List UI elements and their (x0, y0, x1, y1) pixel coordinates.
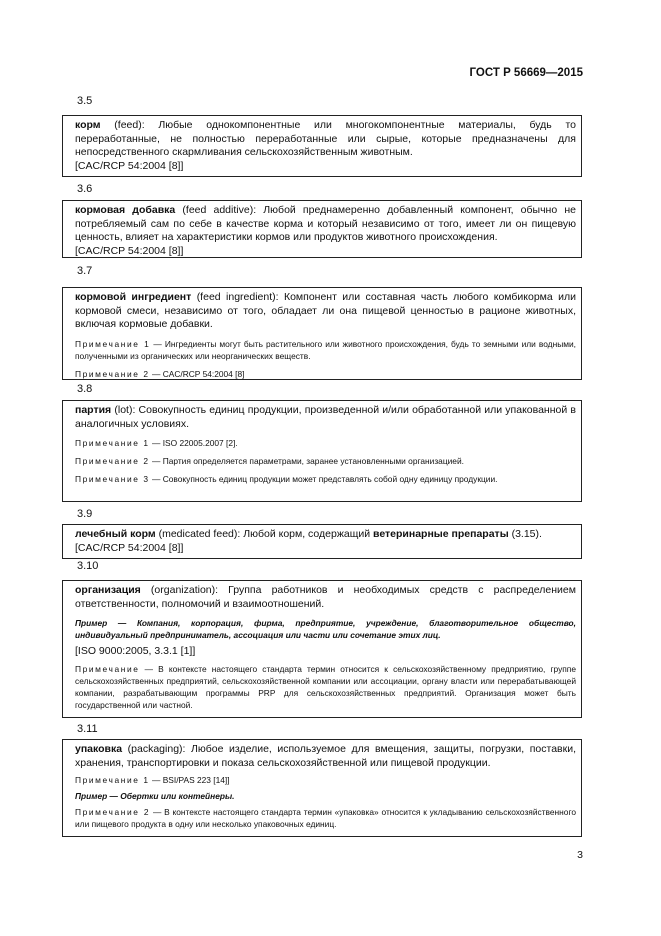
clause-number: 3.5 (77, 95, 93, 107)
page-number: 3 (577, 849, 583, 861)
example: Пример — Обертки или контейнеры. (75, 791, 235, 801)
note-text: — BSI/PAS 223 [14]] (149, 775, 230, 785)
definition-text: Совокупность единиц продукции, произведенной и/или обработанной или упакованной в аналогичных условиях. (75, 404, 576, 430)
note-label: Примечание 1 (75, 438, 150, 448)
note-text: — Совокупность единиц продукции может представлять собой одну единицу продукции. (149, 474, 498, 484)
document-header: ГОСТ Р 56669—2015 (469, 67, 583, 79)
term: корм (75, 119, 101, 131)
note (75, 455, 576, 467)
note-label: Примечание 2 (75, 368, 150, 379)
note-label: Примечание (75, 663, 140, 674)
note (75, 663, 576, 711)
term-english: (medicated feed): (155, 528, 241, 540)
term: лечебный корм (75, 528, 156, 540)
note (75, 806, 576, 830)
definition-text: Группа работников и необходимых средств с распределением ответственности, полномочий и взаимоотношений. (75, 584, 576, 610)
clause-box-medicated-feed (62, 524, 582, 559)
definition (75, 404, 576, 431)
term-english: (feed): (100, 119, 145, 131)
definition-text: Любой корм, содержащий (240, 528, 373, 540)
definition-tail: (3.15). (508, 528, 542, 540)
note-text: — ISO 22005.2007 [2]. (149, 438, 238, 448)
clause-box-packaging (62, 739, 582, 837)
definition (75, 584, 576, 611)
definition (75, 743, 576, 770)
term: кормовая добавка (75, 204, 176, 216)
cross-reference-term: ветеринарные препараты (373, 528, 509, 540)
definition (75, 528, 576, 542)
note (75, 774, 576, 786)
note-text: — CAC/RCP 54:2004 [8] (149, 368, 245, 379)
definition (75, 291, 576, 332)
note-label: Примечание 2 (75, 456, 150, 466)
note-label: Примечание 3 (75, 474, 150, 484)
clause-box-feed-ingredient (62, 287, 582, 380)
clause-number: 3.10 (77, 560, 99, 572)
term: упаковка (75, 743, 123, 755)
clause-box-organization (62, 580, 582, 718)
clause-box-feed-additive (62, 200, 582, 258)
definition (75, 119, 576, 160)
source-reference: [CAC/RCP 54:2004 [8]] (75, 541, 184, 554)
source-reference: [ISO 9000:2005, 3.3.1 [1]] (75, 645, 196, 657)
term: партия (75, 404, 112, 416)
example: Пример — Компания, корпорация, фирма, предприятие, учреждение, благотворительное общество, индивидуальный предприниматель, ассоциация или части или сочетание этих лиц. (75, 618, 576, 640)
definition-text: Любые однокомпонентные или многокомпонентные материалы, будь то переработанные, не полностью переработанные или сырые, которые предназначены для непосредственного скармливания сельскохозяйственным животным. (75, 119, 577, 158)
term-english: (organization): (140, 584, 219, 596)
definition-text: Любой преднамеренно добавленный компонент, обычно не потребляемый сам по себе в качестве корма и который независимо от того, имеет ли он пищевую ценность, влияет на характеристики кормов или продуктов животного происхождения. (75, 204, 576, 243)
note (75, 338, 576, 362)
note-text: — Ингредиенты могут быть растительного или животного происхождения, будь то земными или водными, полученными из органических или неорганических веществ. (75, 338, 576, 361)
clause-number: 3.6 (77, 183, 93, 195)
clause-number: 3.11 (77, 723, 98, 735)
definition-text: Компонент или составная часть любого комбикорма или кормовой смеси, независимо от того, обладает ли она пищевой ценностью в рационе животных, включая кормовые добавки. (75, 291, 576, 330)
term-english: (lot): (111, 404, 136, 416)
term: кормовой ингредиент (75, 291, 192, 303)
note (75, 368, 576, 380)
note-label: Примечание 1 (75, 338, 151, 349)
definition-text: Любое изделие, используемое для вмещения, защиты, погрузки, поставки, хранения, транспортировки и показа сельскохозяйственной или пищевой продукции. (75, 743, 577, 769)
note (75, 437, 576, 449)
term-english: (feed additive): (175, 204, 257, 216)
term-english: (feed ingredient): (191, 291, 279, 303)
clause-number: 3.7 (77, 265, 93, 277)
source-reference: [CAC/RCP 54:2004 [8]] (75, 159, 184, 172)
note-text: — В контексте настоящего стандарта термин «упаковка» относится к укладыванию сельскохозяйственного или пищевого продукта в одну или несколько упаковочных единиц. (75, 807, 576, 829)
note-label: Примечание 1 (75, 775, 150, 785)
clause-box-feed (62, 115, 582, 177)
source-reference: [CAC/RCP 54:2004 [8]] (75, 244, 184, 257)
clause-number: 3.8 (77, 383, 93, 395)
note-label: Примечание 2 (75, 807, 151, 817)
note (75, 473, 576, 485)
term: организация (75, 584, 141, 596)
note-text: — В контексте настоящего стандарта термин относится к сельскохозяйственному предприятию, группе сельскохозяйственных предприятий, сельскохозяйственной компании или ассоциации, органу власти или перерабатывающей компании, разрабатывающим программы PRP для сельскохозяйственных предприятий. Организация может быть государственной или частной. (75, 663, 576, 710)
term-english: (packaging): (122, 743, 186, 755)
clause-number: 3.9 (77, 508, 93, 520)
definition (75, 204, 576, 245)
note-text: — Партия определяется параметрами, заранее установленными организацией. (149, 456, 464, 466)
clause-box-lot (62, 400, 582, 502)
